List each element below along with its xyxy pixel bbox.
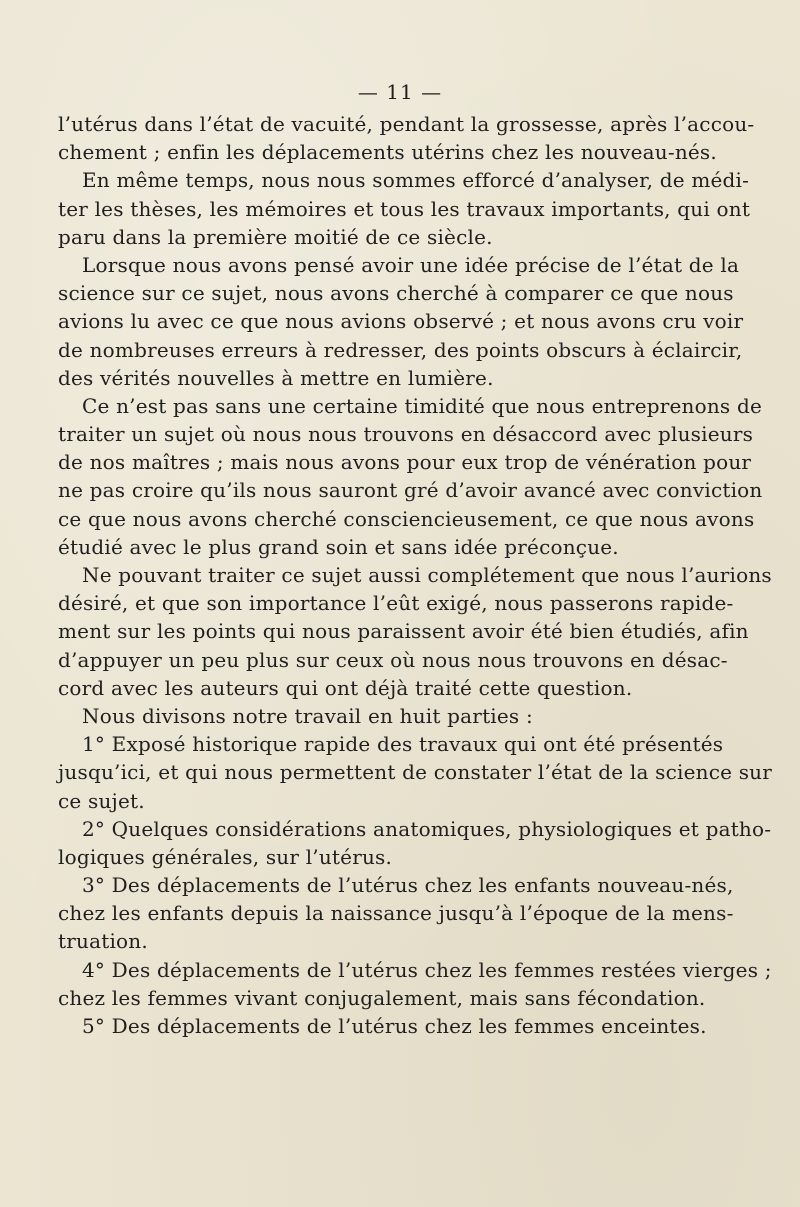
text-line: traiter un sujet où nous nous trouvons en désaccord avec plusieurs [58,422,754,447]
text-line: avions lu avec ce que nous avions observé ; et nous avons cru voir [58,309,744,334]
text-line: désiré, et que son importance l’eût exigé, nous passerons rapide- [58,591,734,616]
text-line: chement ; enfin les déplacements utérins chez les nouveau-nés. [58,140,717,165]
text-line: 5° Des déplacements de l’utérus chez les femmes enceintes. [82,1014,707,1038]
text-line: ce que nous avons cherché consciencieusement, ce que nous avons [58,506,755,531]
text-line: science sur ce sujet, nous avons cherché à comparer ce que nous [58,281,734,306]
text-line: paru dans la première moitié de ce siècle. [58,224,493,249]
text-line: Nous divisons notre travail en huit parties : [82,703,533,728]
text-line: chez les enfants depuis la naissance jusqu’à l’époque de la mens- [58,901,734,926]
text-line: logiques générales, sur l’utérus. [58,844,393,869]
text-line: ment sur les points qui nous paraissent avoir été bien étudiés, afin [58,619,749,644]
text-line: jusqu’ici, et qui nous permettent de constater l’état de la science sur [58,760,773,785]
text-line: 3° Des déplacements de l’utérus chez les enfants nouveau-nés, [82,873,734,898]
text-line: cord avec les auteurs qui ont déjà traité cette question. [58,675,633,700]
text-line: étudié avec le plus grand soin et sans idée préconçue. [58,534,619,559]
text-line: de nos maîtres ; mais nous avons pour eux trop de vénération pour [58,450,752,475]
text-line: l’utérus dans l’état de vacuité, pendant la grossesse, après l’accou- [58,112,755,136]
text-line: truation. [58,929,148,954]
text-line: ne pas croire qu’ils nous sauront gré d’avoir avancé avec conviction [58,478,763,503]
text-line: Lorsque nous avons pensé avoir une idée précise de l’état de la [82,252,740,277]
text-line: de nombreuses erreurs à redresser, des points obscurs à éclaircir, [58,337,743,362]
text-line: 2° Quelques considérations anatomiques, physiologiques et patho- [82,816,772,841]
page-number-header: — 11 — [357,80,443,104]
text-line: d’appuyer un peu plus sur ceux où nous nous trouvons en désac- [58,647,728,672]
text-line: ter les thèses, les mémoires et tous les travaux importants, qui ont [58,196,751,221]
text-line: chez les femmes vivant conjugalement, mais sans fécondation. [58,985,706,1010]
text-line: 1° Exposé historique rapide des travaux qui ont été présentés [82,732,724,757]
text-line: Ce n’est pas sans une certaine timidité que nous entreprenons de [82,393,762,418]
text-line: ce sujet. [58,788,145,813]
body-text [58,110,773,1040]
text-line: 4° Des déplacements de l’utérus chez les femmes restées vierges ; [82,957,772,982]
text-line: des vérités nouvelles à mettre en lumière. [58,365,494,390]
text-line: En même temps, nous nous sommes efforcé d’analyser, de médi- [82,168,750,193]
text-line: Ne pouvant traiter ce sujet aussi complétement que nous l’aurions [82,563,772,587]
